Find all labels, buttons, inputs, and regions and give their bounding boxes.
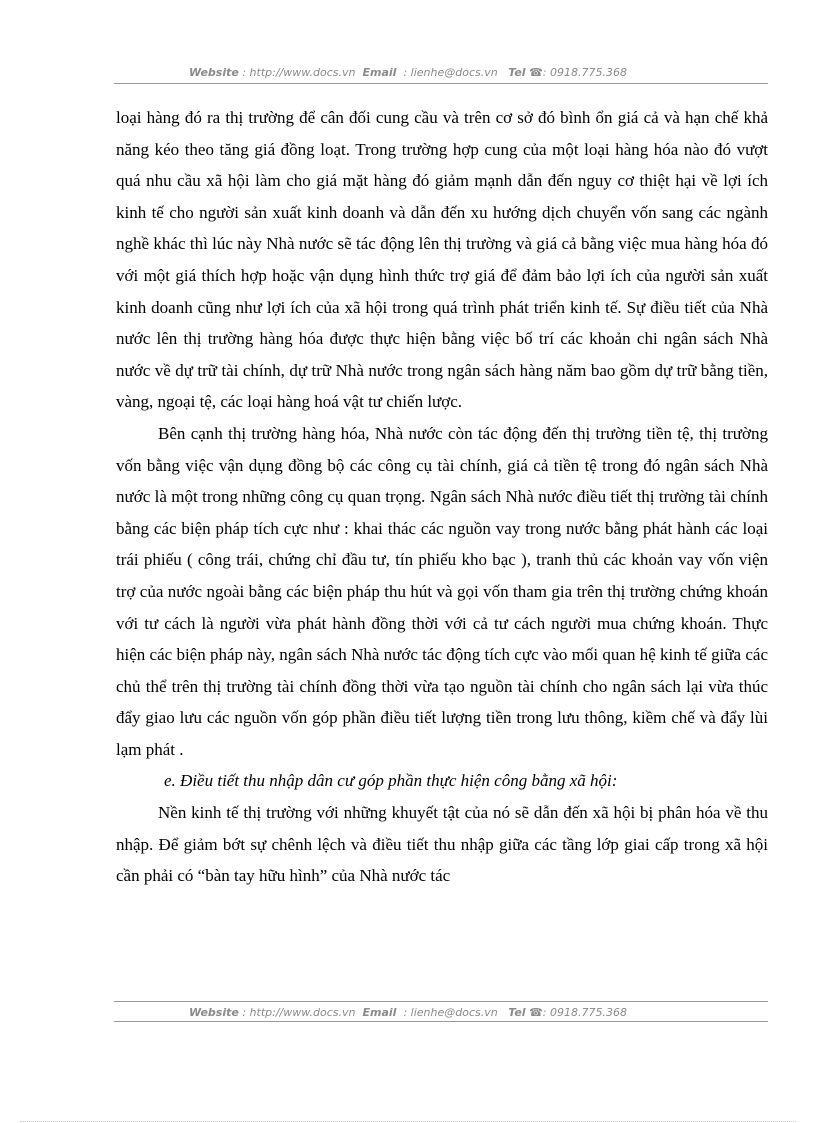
page-break-divider xyxy=(20,1121,796,1122)
phone-icon: ☎ xyxy=(529,1006,543,1019)
footer-tel-label: Tel xyxy=(508,1006,526,1019)
header-rule xyxy=(114,83,768,84)
footer-rule-top xyxy=(114,1001,768,1002)
phone-icon: ☎ xyxy=(529,66,543,79)
page-footer xyxy=(0,1006,816,1020)
footer-rule-bottom xyxy=(114,1021,768,1022)
paragraph-3: Nền kinh tế thị trường với những khuyết tật của nó sẽ dẫn đến xã hội bị phân hóa về thu nhập. Để giảm bớt sự chênh lệch và điều tiết thu nhập giữa các tầng lớp giai cấp trong xã hội cần phải có “bàn tay hữu hình” của Nhà nước tác xyxy=(116,803,768,886)
header-website-label: Website xyxy=(189,66,239,79)
header-tel-label: Tel xyxy=(508,66,526,79)
header-email-value: : lienhe@docs.vn xyxy=(403,66,498,79)
footer-website-label: Website xyxy=(189,1006,239,1019)
header-website-value: : http://www.docs.vn xyxy=(242,66,356,79)
paragraph-1: loại hàng đó ra thị trường để cân đối cung cầu và trên cơ sở đó bình ổn giá cả và hạn chế khả năng kéo theo tăng giá đồng loạt. Trong trường hợp cung của một loại hàng hóa nào đó vượt quá nhu cầu xã hội làm cho giá mặt hàng đó giảm mạnh dẫn đến nguy cơ thiệt hại về lợi ích kinh tế cho người sản xuất kinh doanh và dẫn đến xu hướng dịch chuyển vốn sang các ngành nghề khác thì lúc này Nhà nước sẽ tác động lên thị trường và giá cả bằng việc mua hàng hóa đó với một giá thích hợp hoặc vận dụng hình thức trợ giá để đảm bảo lợi ích của người sản xuất kinh doanh cũng như lợi ích của xã hội trong quá trình phát triển kinh tế. Sự điều tiết của Nhà nước lên thị trường hàng hóa được thực hiện bằng việc bố trí các khoản chi ngân sách Nhà nước về dự trữ tài chính, dự trữ Nhà nước trong ngân sách hàng năm bao gồm dự trữ bằng tiền, vàng, ngoại tệ, các loại hàng hoá vật tư chiến lược. xyxy=(116,108,768,412)
section-heading-e: e. Điều tiết thu nhập dân cư góp phần thực hiện công bằng xã hội: xyxy=(164,771,618,791)
document-body xyxy=(116,102,768,892)
footer-website-value: : http://www.docs.vn xyxy=(242,1006,356,1019)
footer-email-value: : lienhe@docs.vn xyxy=(403,1006,498,1019)
page-header xyxy=(0,66,816,80)
header-tel-value: : 0918.775.368 xyxy=(542,66,627,79)
header-email-label: Email xyxy=(362,66,397,79)
footer-tel-value: : 0918.775.368 xyxy=(542,1006,627,1019)
footer-email-label: Email xyxy=(362,1006,397,1019)
paragraph-2: Bên cạnh thị trường hàng hóa, Nhà nước còn tác động đến thị trường tiền tệ, thị trường vốn bằng việc vận dụng đồng bộ các công cụ tài chính, giá cả tiền tệ trong đó ngân sách Nhà nước là một trong những công cụ quan trọng. Ngân sách Nhà nước điều tiết thị trường tài chính bằng các biện pháp tích cực như : khai thác các nguồn vay trong nước bằng phát hành các loại trái phiếu ( công trái, chứng chỉ đầu tư, tín phiếu kho bạc ), tranh thủ các khoản vay vốn viện trợ của nước ngoài bằng các biện pháp thu hút và gọi vốn tham gia trên thị trường chứng khoán với tư cách là người vừa phát hành đồng thời với cả tư cách người mua chứng khoán. Thực hiện các biện pháp này, ngân sách Nhà nước tác động tích cực vào mối quan hệ kinh tế giữa các chủ thể trên thị trường tài chính đồng thời vừa tạo nguồn tài chính cho ngân sách lại vừa thúc đẩy giao lưu các nguồn vốn góp phần điều tiết lượng tiền trong lưu thông, kiềm chế và đẩy lùi lạm phát . xyxy=(116,423,768,759)
